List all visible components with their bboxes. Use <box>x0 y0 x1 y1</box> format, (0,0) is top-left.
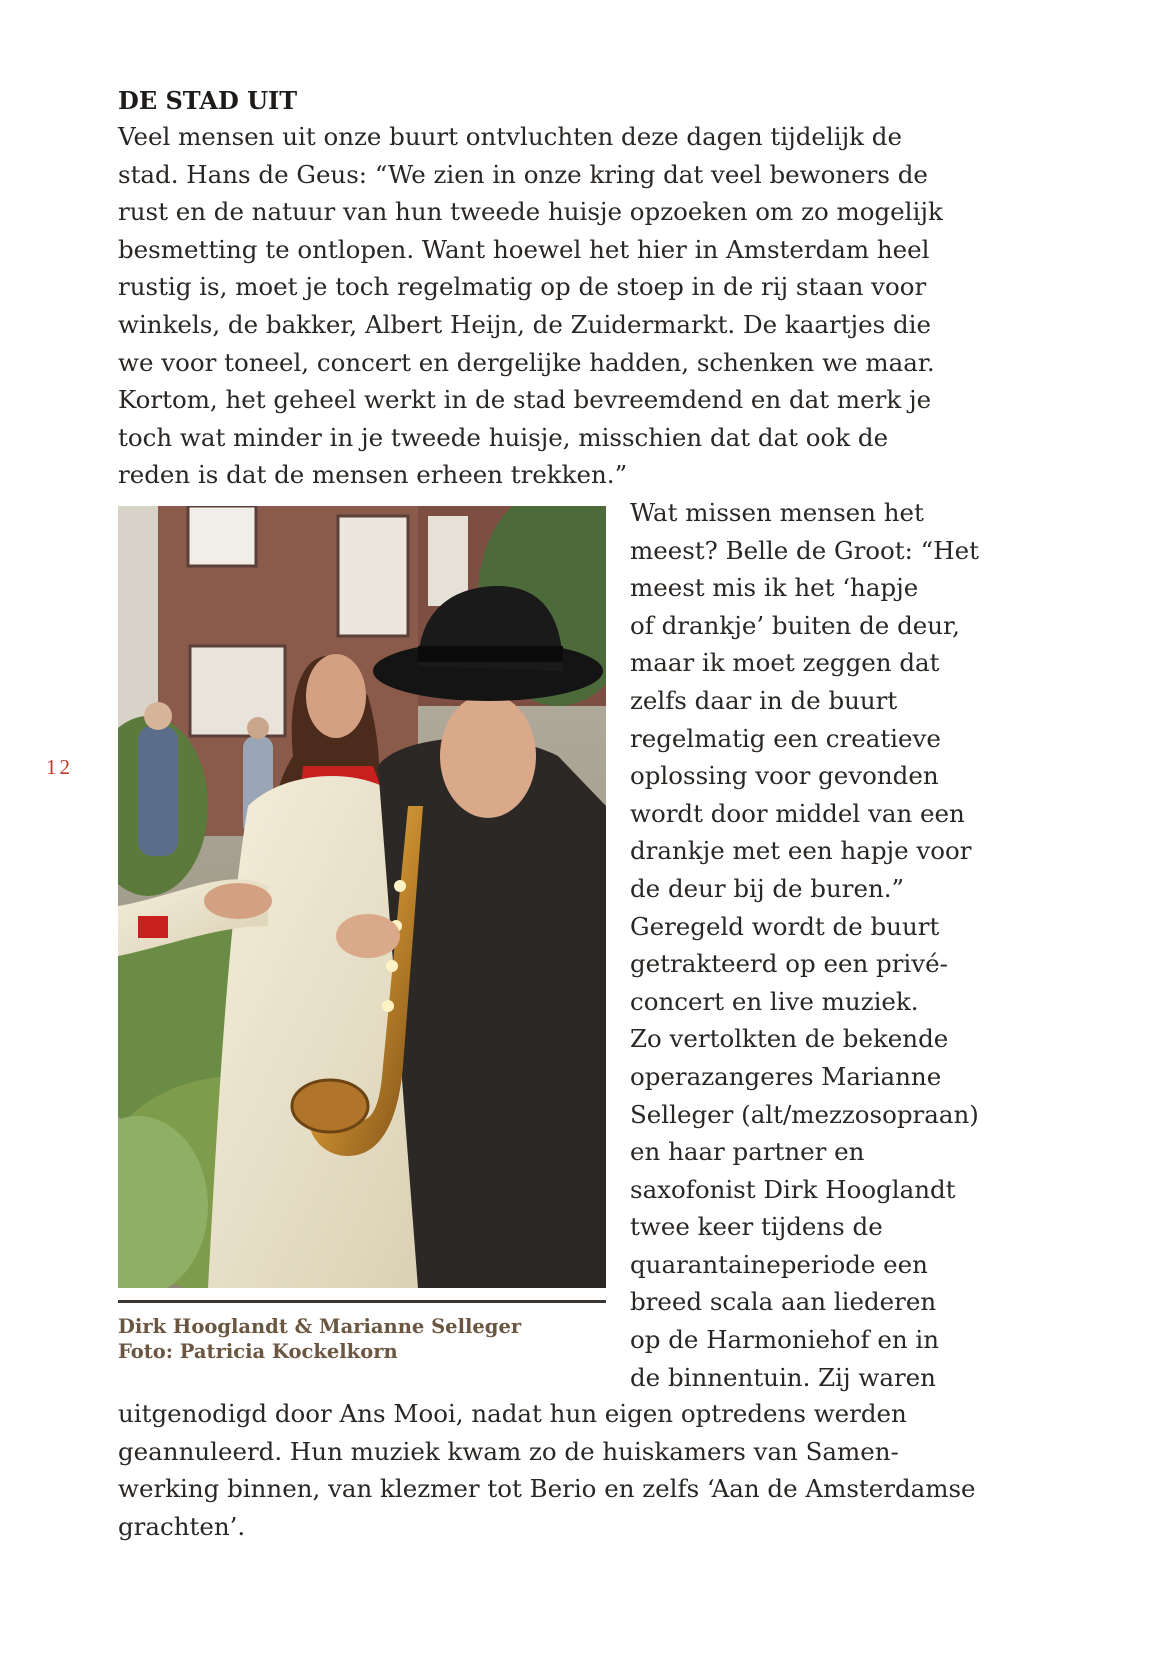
text-line: zelfs daar in de buurt <box>630 685 898 715</box>
text-line: concert en live muziek. <box>630 986 919 1016</box>
text-line: grachten’. <box>118 1511 246 1541</box>
text-line: Zo vertolkten de bekende <box>630 1024 949 1054</box>
section-heading: DE STAD UIT <box>118 86 298 115</box>
concert-photo <box>118 506 606 1288</box>
text-line: of drankje’ buiten de deur, <box>630 610 960 640</box>
text-line: op de Harmoniehof en in <box>630 1325 940 1355</box>
text-line: Selleger (alt/mezzosopraan) <box>630 1099 979 1129</box>
text-line: werking binnen, van klezmer tot Berio en zelfs ‘Aan de Amsterdamse <box>118 1474 976 1504</box>
text-line: oplossing voor gevonden <box>630 761 939 791</box>
caption-names: Dirk Hooglandt & Marianne Selleger <box>118 1315 522 1338</box>
text-line: Veel mensen uit onze buurt ontvluchten deze dagen tijdelijk de <box>118 122 902 151</box>
caption-credit: Foto: Patricia Kockelkorn <box>118 1340 398 1363</box>
text-line: reden is dat de mensen erheen trekken.” <box>118 460 628 490</box>
text-line: Kortom, het geheel werkt in de stad bevreemdend en dat merk je <box>118 385 932 415</box>
text-line: geannuleerd. Hun muziek kwam zo de huiskamers van Samen- <box>118 1436 899 1466</box>
text-line: Wat missen mensen het <box>630 498 924 527</box>
text-line: drankje met een hapje voor <box>630 836 972 866</box>
text-line: getrakteerd op een privé- <box>630 949 948 979</box>
text-line: meest mis ik het ‘hapje <box>630 573 919 603</box>
page-number: 12 <box>46 755 73 779</box>
text-line: regelmatig een creatieve <box>630 723 941 753</box>
text-line: winkels, de bakker, Albert Heijn, de Zuidermarkt. De kaartjes die <box>118 309 932 339</box>
photo-illustration <box>118 506 606 1288</box>
text-line: stad. Hans de Geus: “We zien in onze kring dat veel bewoners de <box>118 159 928 189</box>
text-line: meest? Belle de Groot: “Het <box>630 535 979 565</box>
text-line: quarantaineperiode een <box>630 1249 928 1279</box>
text-line: de deur bij de buren.” <box>630 873 905 903</box>
text-line: besmetting te ontlopen. Want hoewel het hier in Amsterdam heel <box>118 234 930 264</box>
text-line: we voor toneel, concert en dergelijke hadden, schenken we maar. <box>118 347 935 377</box>
text-line: rustig is, moet je toch regelmatig op de stoep in de rij staan voor <box>118 272 927 302</box>
intro-paragraph <box>118 118 998 494</box>
text-line: en haar partner en <box>630 1137 865 1167</box>
text-line: wordt door middel van een <box>630 798 965 828</box>
text-line: de binnentuin. Zij waren <box>630 1362 936 1392</box>
text-line: rust en de natuur van hun tweede huisje opzoeken om zo mogelijk <box>118 197 943 227</box>
text-line: operazangeres Marianne <box>630 1061 942 1091</box>
side-column-text <box>630 494 990 1396</box>
text-line: uitgenodigd door Ans Mooi, nadat hun eigen optredens werden <box>118 1399 907 1428</box>
closing-paragraph <box>118 1395 998 1545</box>
text-line: twee keer tijdens de <box>630 1212 883 1242</box>
text-line: toch wat minder in je tweede huisje, misschien dat dat ook de <box>118 422 889 452</box>
text-line: maar ik moet zeggen dat <box>630 648 940 678</box>
text-line: saxofonist Dirk Hooglandt <box>630 1174 956 1204</box>
photo-caption <box>118 1314 521 1364</box>
text-line: breed scala aan liederen <box>630 1287 937 1317</box>
caption-divider <box>118 1300 606 1303</box>
text-line: Geregeld wordt de buurt <box>630 911 940 941</box>
